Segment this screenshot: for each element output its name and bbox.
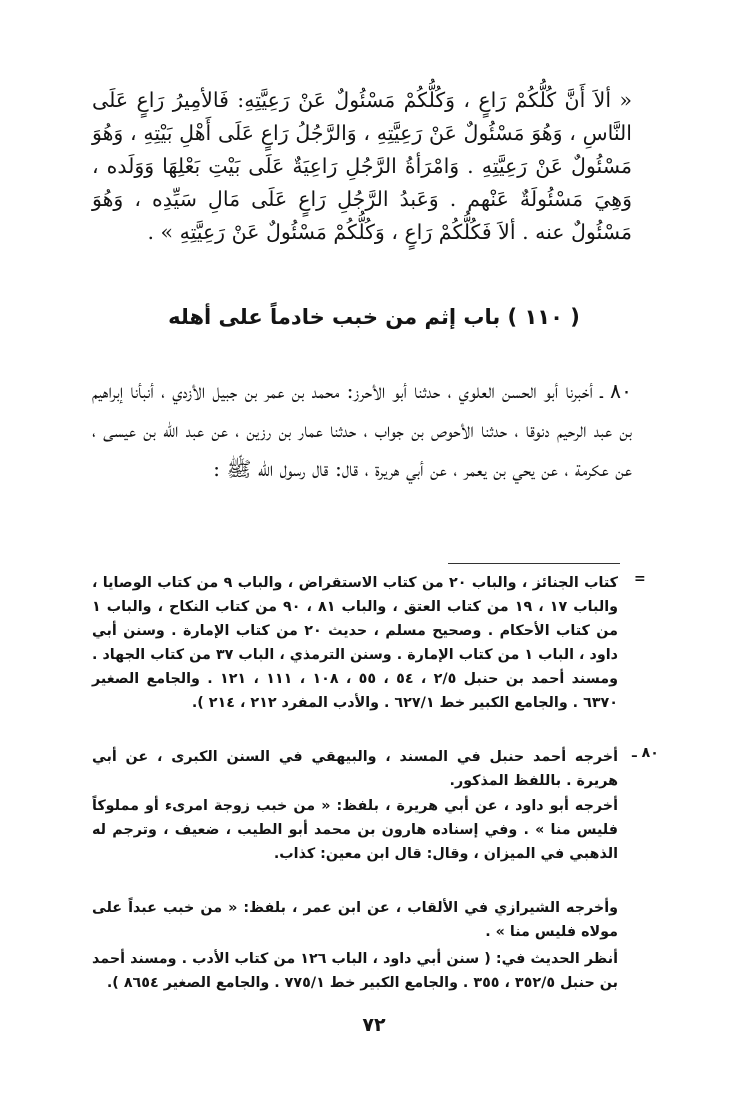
footnote-abu-dawud: أخرجه أبو داود ، عن أبي هريرة ، بلفظ: « من خبب زوجة امرىء أو مملوكاً فليس منا » . وفي إسناده هارون بن محمد أبو الطيب ، ضعيف ، وترجم له الذهبي في الميزان ، وقال: قال ابن معين: كذاب. — [92, 798, 618, 862]
hadith-text: « ألاَ أَنَّ كُلُّكُمْ رَاعٍ ، وَكُلُّكُمْ مَسْئُولٌ عَنْ رَعِيَّتِهِ: فَالأمِيرُ رَاعٍ عَلَى النَّاسِ ، وَهُوَ مَسْئُولٌ عَنْ رَعِيَّتِهِ ، وَالرَّجُلُ رَاعٍ عَلَى أَهْلِ بَيْتِهِ ، وَهُوَ مَسْئُولٌ عَنْ رَعِيَّتِهِ . وَامْرَأةُ الرَّجُلِ رَاعِيَةٌ عَلَى بَيْتِ بَعْلِهَا وَوَلَده ، وَهِيَ مَسْئُولَةٌ عَنْهم . وَعَبدُ الرَّجُلِ رَاعٍ عَلَى مَالِ سَيِّدِه ، وَهُوَ مَسْئُولٌ عنه . ألاَ فَكُلُّكُمْ رَاعٍ ، وَكُلُّكُمْ مَسْئُولٌ عَنْ رَعِيَّتِهِ » . — [92, 88, 632, 244]
footnote-continuation: كتاب الجنائز ، والباب ٢٠ من كتاب الاستقراض ، والباب ٩ من كتاب الوصايا ، والباب ١٧ ، ١٩ من كتاب العتق ، والباب ٨١ ، ٩٠ من كتاب النكاح ، والباب ١ من كتاب الأحكام . وصحيح مسلم ، حديث ٢٠ من كتاب الإمارة . وسنن أبي داود ، الباب ١ من كتاب الإمارة . وسنن الترمذي ، الباب ٣٧ من كتاب الجهاد . ومسند أحمد بن حنبل ٢/٥ ، ٥٤ ، ٥٥ ، ١٠٨ ، ١١١ ، ١٢١ . والجامع الصغير ٦٣٧٠ . والجامع الكبير خط ٦٢٧/١ . والأدب المفرد ٢١٢ ، ٢١٤ ). — [92, 575, 618, 711]
footnote-hadith-80: أخرجه أحمد حنبل في المسند ، والبيهقي في السنن الكبرى ، عن أبي هريرة . باللفظ المذكور. — [92, 749, 618, 789]
page-number: ٧٢ — [362, 1014, 386, 1036]
footnote-divider — [448, 563, 620, 564]
footnote-mark: = — [634, 571, 646, 587]
footnote-mark: ٨٠ ـ — [632, 745, 659, 761]
footnote-shirazi: وأخرجه الشيرازي في الألقاب ، عن ابن عمر ، بلفظ: « من خبب عبداً على مولاه فليس منا » . — [92, 900, 618, 940]
footnote-references: أنظر الحديث في: ( سنن أبي داود ، الباب ١٢٦ من كتاب الأدب . ومسند أحمد بن حنبل ٣٥٢/٥ ، ٣٥٥ . والجامع الكبير خط ٧٧٥/١ . والجامع الصغير ٨٦٥٤ ). — [92, 951, 618, 991]
chapter-heading: ( ١١٠ ) باب إثم من خبب خادماً على أهله — [168, 305, 580, 329]
isnad-paragraph: ٨٠ ـ أخبرنا أبو الحسن العلوي ، حدثنا أبو الأحرز: محمد بن عمر بن جبيل الأزدي ، أنبأنا إبراهيم بن عبد الرحيم دنوقا ، حدثنا الأحوص بن جواب ، حدثنا عمار بن رزين ، عن عبد الله بن عيسى ، عن عكرمة ، عن يحي بن يعمر ، عن أبي هريرة ، قال: قال رسول الله ﷺ : — [92, 379, 632, 481]
